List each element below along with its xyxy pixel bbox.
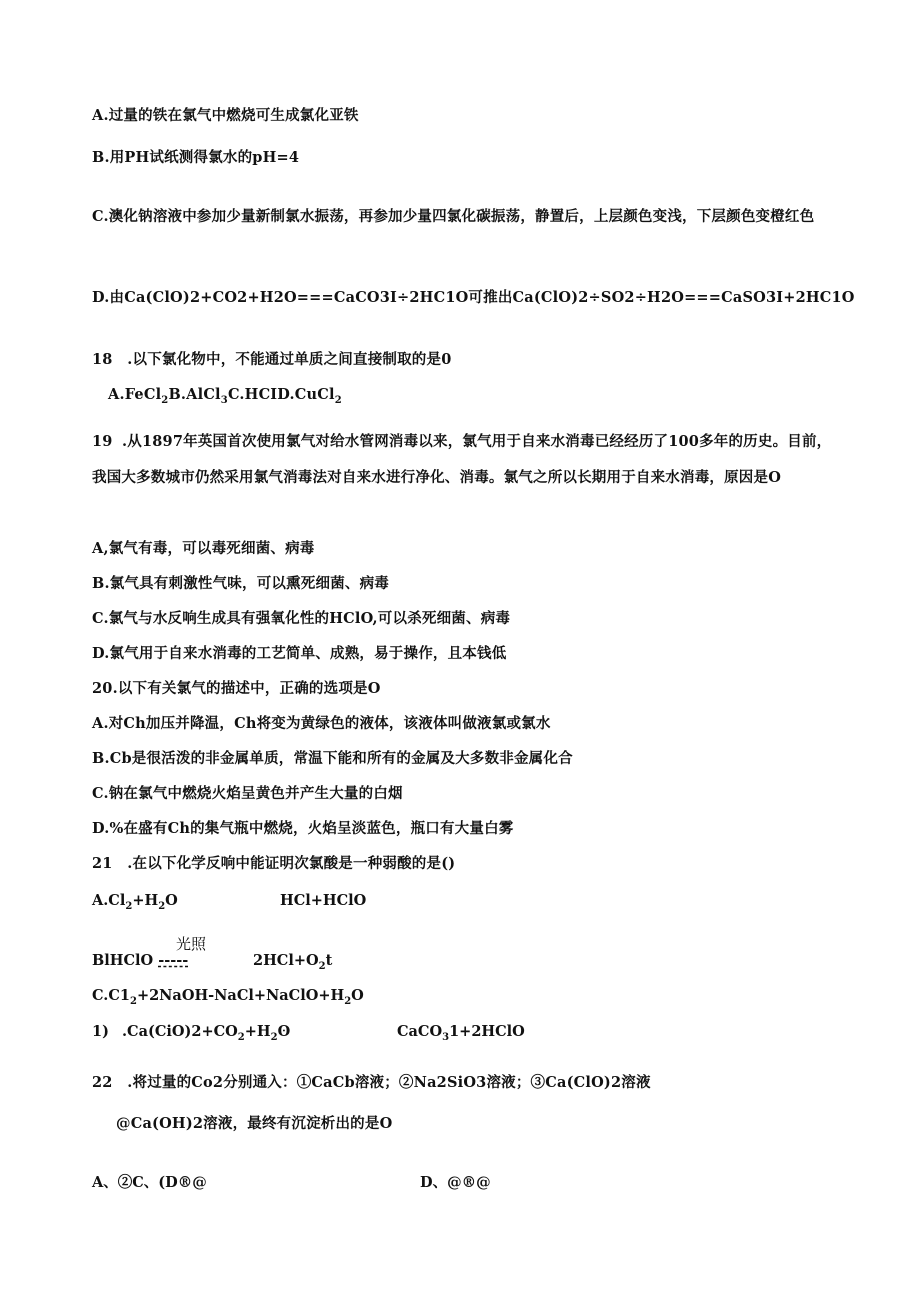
q20-option-c: C.钠在氯气中燃烧火焰呈黄色并产生大量的白烟 [92, 785, 403, 802]
question-19 [92, 424, 832, 496]
q21-option-a-right: HCl+HClO [280, 892, 367, 909]
q21-option-c: $C.C1_2+2NaOH-NaCl+NaClO+H_2O$ [92, 987, 364, 1007]
q21-option-d-right: CaCO$_3$1+2HClO [397, 1023, 525, 1043]
question-stem: .从1897年英国首次使用氯气对给水管网消毒以来，氯气用于自来水消毒已经经历了100多年的历史。目前，我国大多数城市仍然采用氯气消毒法对自来水进行净化、消毒。氯气之所以长期用于自来水消毒，原因是O [92, 433, 832, 486]
q19-option-c: C.氯气与水反响生成具有强氧化性的HClO,可以杀死细菌、病毒 [92, 610, 511, 627]
q19-option-a: A,氯气有毒，可以毒死细菌、病毒 [92, 540, 315, 557]
question-18 [92, 348, 452, 369]
question-22 [92, 1071, 651, 1092]
question-21 [92, 852, 455, 873]
q17-option-d: D.由Ca(ClO)2+CO2+H2O===CaCO3I÷2HC1O可推出Ca(ClO)2÷SO2÷H2O===CaSO3I+2HC1O [92, 289, 855, 306]
q19-option-b: B.氯气具有刺激性气味，可以熏死细菌、病毒 [92, 575, 390, 592]
q21-option-d-left: 1) $.Ca(CiO)2+CO_2+H_2ʘ$ [92, 1023, 291, 1043]
reaction-condition-label: 光照 [176, 935, 207, 953]
q20-option-d: D.%在盛有Ch的集气瓶中燃烧，火焰呈淡蓝色，瓶口有大量白雾 [92, 820, 514, 837]
q18-options: A.FeCl$_2$B.AlCl$_3$C.HCID.CuCl$_2$ [108, 386, 342, 406]
q22-option-a: A、②C、(D®@ [92, 1174, 207, 1191]
question-stem: .将过量的Co2分别通入：①CaCb溶液；②Na2SiO3溶液；③Ca(ClO)2溶液 [127, 1074, 651, 1091]
question-number: 22 [92, 1074, 113, 1091]
q17-option-c: C.澳化钠溶液中参加少量新制氯水振荡，再参加少量四氯化碳振荡，静置后，上层颜色变浅，下层颜色变橙红色 [92, 208, 815, 225]
q19-option-d: D.氯气用于自来水消毒的工艺简单、成熟，易于操作，且本钱低 [92, 645, 507, 662]
q20-option-b: B.Cb是很活泼的非金属单质，常温下能和所有的金属及大多数非金属化合 [92, 750, 573, 767]
q17-option-b: B.用PH试纸测得氯水的pH=4 [92, 149, 300, 166]
question-20: 20.以下有关氯气的描述中，正确的选项是O [92, 680, 381, 697]
q21-option-a-left: $A.Cl_2+H_2O$ [92, 892, 178, 912]
question-number: 19 [92, 433, 113, 450]
q17-option-a: A.过量的铁在氯气中燃烧可生成氯化亚铁 [92, 107, 359, 124]
question-stem: .以下氯化物中，不能通过单质之间直接制取的是0 [127, 351, 452, 368]
reaction-arrow: ----- [158, 952, 189, 969]
question-22-continued: @Ca(OH)2溶液，最终有沉淀析出的是O [116, 1115, 393, 1132]
q22-option-d: D、@®@ [420, 1174, 491, 1191]
q20-option-a: A.对Ch加压并降温，Ch将变为黄绿色的液体，该液体叫做液氯或氯水 [92, 715, 551, 732]
q21-option-b-right: $2HCl+O_2t$ [253, 952, 333, 972]
q21-option-b-left: BlHClO ----- [92, 952, 189, 969]
question-number: 21 [92, 855, 113, 872]
question-stem: .在以下化学反响中能证明次氯酸是一种弱酸的是() [127, 855, 456, 872]
question-number: 18 [92, 351, 113, 368]
